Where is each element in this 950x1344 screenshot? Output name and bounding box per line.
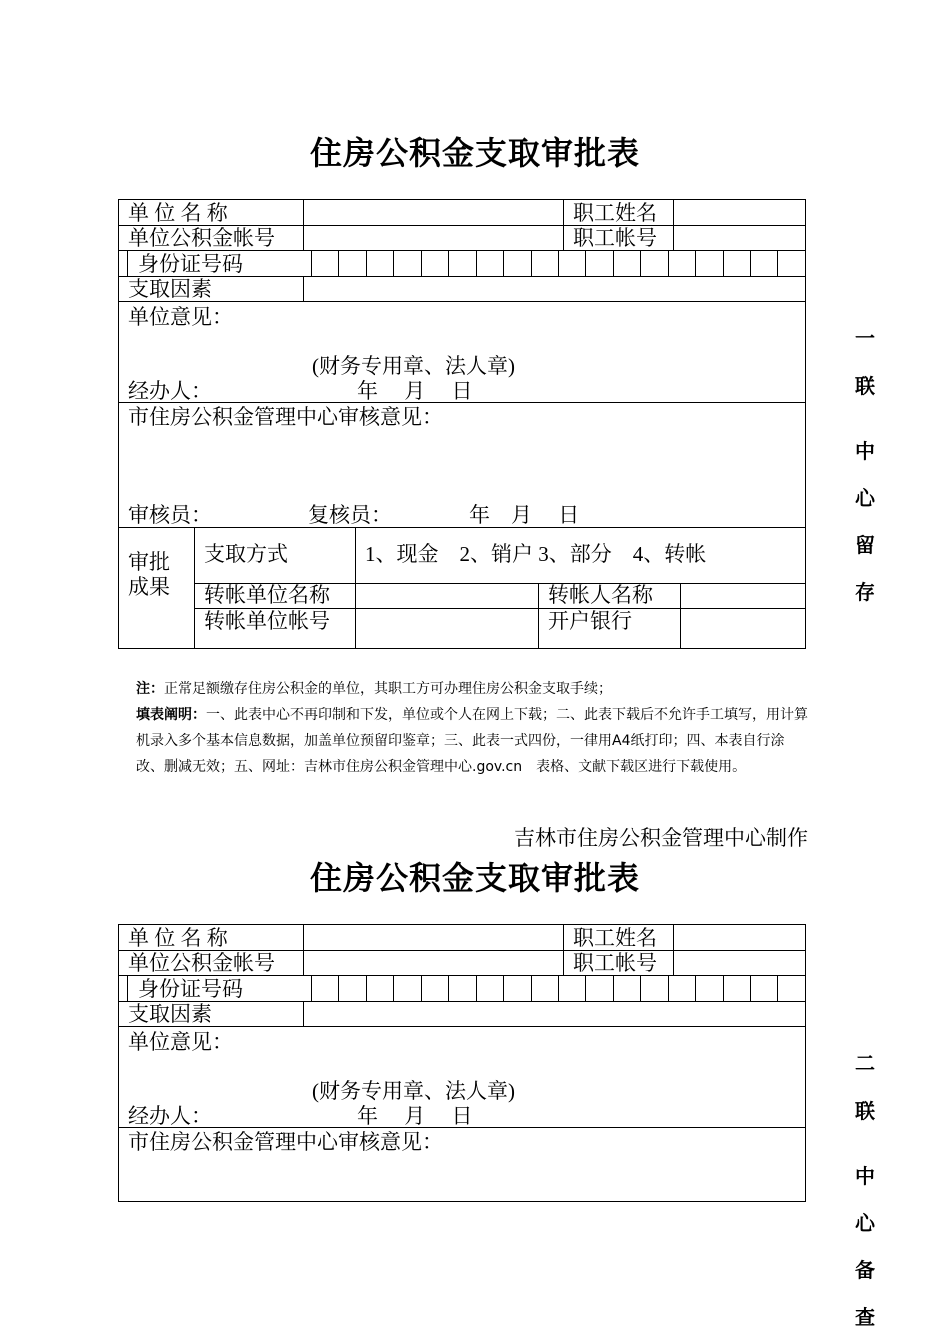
note-label: 注： <box>136 681 164 697</box>
id-number-boxes[interactable] <box>311 976 805 1001</box>
row-id-number <box>118 975 806 1001</box>
id-digit-box[interactable] <box>503 251 530 276</box>
row-unit-opinion[interactable] <box>118 301 806 402</box>
id-digit-box[interactable] <box>613 976 640 1001</box>
id-digit-box[interactable] <box>366 976 393 1001</box>
form-title-2: 住房公积金支取审批表 <box>309 859 640 897</box>
employee-name-field[interactable] <box>673 200 805 225</box>
employee-account-field[interactable] <box>673 226 805 250</box>
label-handler: 经办人： <box>128 1104 212 1128</box>
id-digit-box[interactable] <box>613 251 640 276</box>
unit-name-field[interactable] <box>303 200 563 225</box>
unit-fund-account-field[interactable] <box>303 226 563 250</box>
label-center-opinion: 市住房公积金管理中心审核意见： <box>128 1130 443 1154</box>
id-digit-box[interactable] <box>421 251 448 276</box>
id-digit-box[interactable] <box>750 251 777 276</box>
row-unit-name <box>118 199 806 225</box>
unit-fund-account-field[interactable] <box>303 951 563 975</box>
instr-label: 填表阐明： <box>136 707 206 723</box>
label-withdraw-reason: 支取因素 <box>128 1002 212 1026</box>
label-date-2: 年 月 日 <box>469 503 580 527</box>
label-employee-account: 职工帐号 <box>573 226 657 250</box>
id-digit-box[interactable] <box>668 251 695 276</box>
note-text: 正常足额缴存住房公积金的单位，其职工方可办理住房公积金支取手续； <box>164 681 612 697</box>
row-withdraw-reason <box>118 1001 806 1026</box>
id-digit-box[interactable] <box>531 251 558 276</box>
id-digit-box[interactable] <box>531 976 558 1001</box>
label-unit-name: 单 位 名 称 <box>128 201 228 225</box>
label-reviewer: 审核员： <box>128 503 212 527</box>
label-withdraw-reason: 支取因素 <box>128 277 212 301</box>
row-center-opinion[interactable] <box>118 402 806 527</box>
label-transfer-unit-name: 转帐单位名称 <box>204 583 330 607</box>
id-digit-box[interactable] <box>476 976 503 1001</box>
id-digit-box[interactable] <box>393 976 420 1001</box>
unit-name-field[interactable] <box>303 925 563 950</box>
id-digit-box[interactable] <box>393 251 420 276</box>
label-handler: 经办人： <box>128 379 212 403</box>
id-digit-box[interactable] <box>366 251 393 276</box>
id-digit-box[interactable] <box>338 251 365 276</box>
row-withdraw-reason <box>118 276 806 301</box>
id-digit-box[interactable] <box>723 976 750 1001</box>
label-id-number: 身份证号码 <box>138 977 243 1001</box>
id-digit-box[interactable] <box>640 976 667 1001</box>
id-digit-box[interactable] <box>695 976 722 1001</box>
label-seal-note: (财务专用章、法人章) <box>312 1079 515 1103</box>
withdraw-reason-field[interactable] <box>303 277 805 301</box>
label-employee-account: 职工帐号 <box>573 951 657 975</box>
id-digit-box[interactable] <box>421 976 448 1001</box>
label-unit-fund-account: 单位公积金帐号 <box>128 951 275 975</box>
employee-account-field[interactable] <box>673 951 805 975</box>
id-digit-box[interactable] <box>476 251 503 276</box>
label-rechecker: 复核员： <box>308 503 392 527</box>
employee-name-field[interactable] <box>673 925 805 950</box>
id-digit-box[interactable] <box>777 976 804 1001</box>
transfer-unit-name-field[interactable] <box>355 583 538 608</box>
id-digit-box[interactable] <box>695 251 722 276</box>
form-notes <box>136 676 812 780</box>
label-id-number: 身份证号码 <box>138 252 243 276</box>
label-unit-opinion: 单位意见： <box>128 305 233 329</box>
approval-form-2 <box>118 924 806 1202</box>
id-digit-box[interactable] <box>503 976 530 1001</box>
id-digit-box[interactable] <box>668 976 695 1001</box>
row-unit-opinion[interactable] <box>118 1026 806 1127</box>
id-digit-box[interactable] <box>311 251 338 276</box>
withdraw-method-options[interactable]: 1、现金 2、销户 3、部分 4、转帐 <box>365 542 707 566</box>
id-digit-box[interactable] <box>558 251 585 276</box>
label-withdraw-method: 支取方式 <box>204 542 288 566</box>
label-employee-name: 职工姓名 <box>573 201 657 225</box>
transfer-unit-account-field[interactable] <box>355 608 538 648</box>
label-transfer-unit-account: 转帐单位帐号 <box>204 609 330 633</box>
id-digit-box[interactable] <box>338 976 365 1001</box>
id-digit-box[interactable] <box>311 976 338 1001</box>
id-digit-box[interactable] <box>723 251 750 276</box>
id-digit-box[interactable] <box>750 976 777 1001</box>
approval-form-1 <box>118 199 806 649</box>
id-digit-box[interactable] <box>640 251 667 276</box>
row-unit-name <box>118 924 806 950</box>
instr-text: 一、此表中心不再印制和下发，单位或个人在网上下载；二、此表下载后不允许手工填写，用计算机录入多个基本信息数据，加盖单位预留印鉴章；三、此表一式四份，一律用A4纸打印；四、本表自行涂改、删减无效；五、网址：吉林市住房公积金管理中心.gov.cn 表格、文献下载区进行下载使用。 <box>136 707 808 775</box>
label-date-1: 年 月 日 <box>357 379 473 403</box>
withdraw-reason-field[interactable] <box>303 1002 805 1026</box>
row-center-opinion[interactable] <box>118 1127 806 1202</box>
id-number-boxes[interactable] <box>311 251 805 276</box>
label-unit-name: 单 位 名 称 <box>128 926 228 950</box>
label-transfer-person-name: 转帐人名称 <box>548 583 653 607</box>
label-approval-result: 审批成果 <box>128 550 170 599</box>
id-digit-box[interactable] <box>558 976 585 1001</box>
row-approval-result <box>118 527 806 649</box>
id-digit-box[interactable] <box>448 251 475 276</box>
row-unit-account <box>118 950 806 975</box>
id-digit-box[interactable] <box>585 976 612 1001</box>
maker-signature: 吉林市住房公积金管理中心制作 <box>514 826 808 850</box>
label-seal-note: (财务专用章、法人章) <box>312 354 515 378</box>
label-bank: 开户银行 <box>548 609 632 633</box>
label-employee-name: 职工姓名 <box>573 926 657 950</box>
label-unit-fund-account: 单位公积金帐号 <box>128 226 275 250</box>
transfer-person-name-field[interactable] <box>680 583 805 608</box>
id-digit-box[interactable] <box>448 976 475 1001</box>
label-unit-opinion: 单位意见： <box>128 1030 233 1054</box>
bank-field[interactable] <box>680 608 805 648</box>
form-title-1: 住房公积金支取审批表 <box>309 134 640 172</box>
id-digit-box[interactable] <box>777 251 804 276</box>
label-date-1: 年 月 日 <box>357 1104 473 1128</box>
label-center-opinion: 市住房公积金管理中心审核意见： <box>128 405 443 429</box>
row-id-number <box>118 250 806 276</box>
id-digit-box[interactable] <box>585 251 612 276</box>
row-unit-account <box>118 225 806 250</box>
